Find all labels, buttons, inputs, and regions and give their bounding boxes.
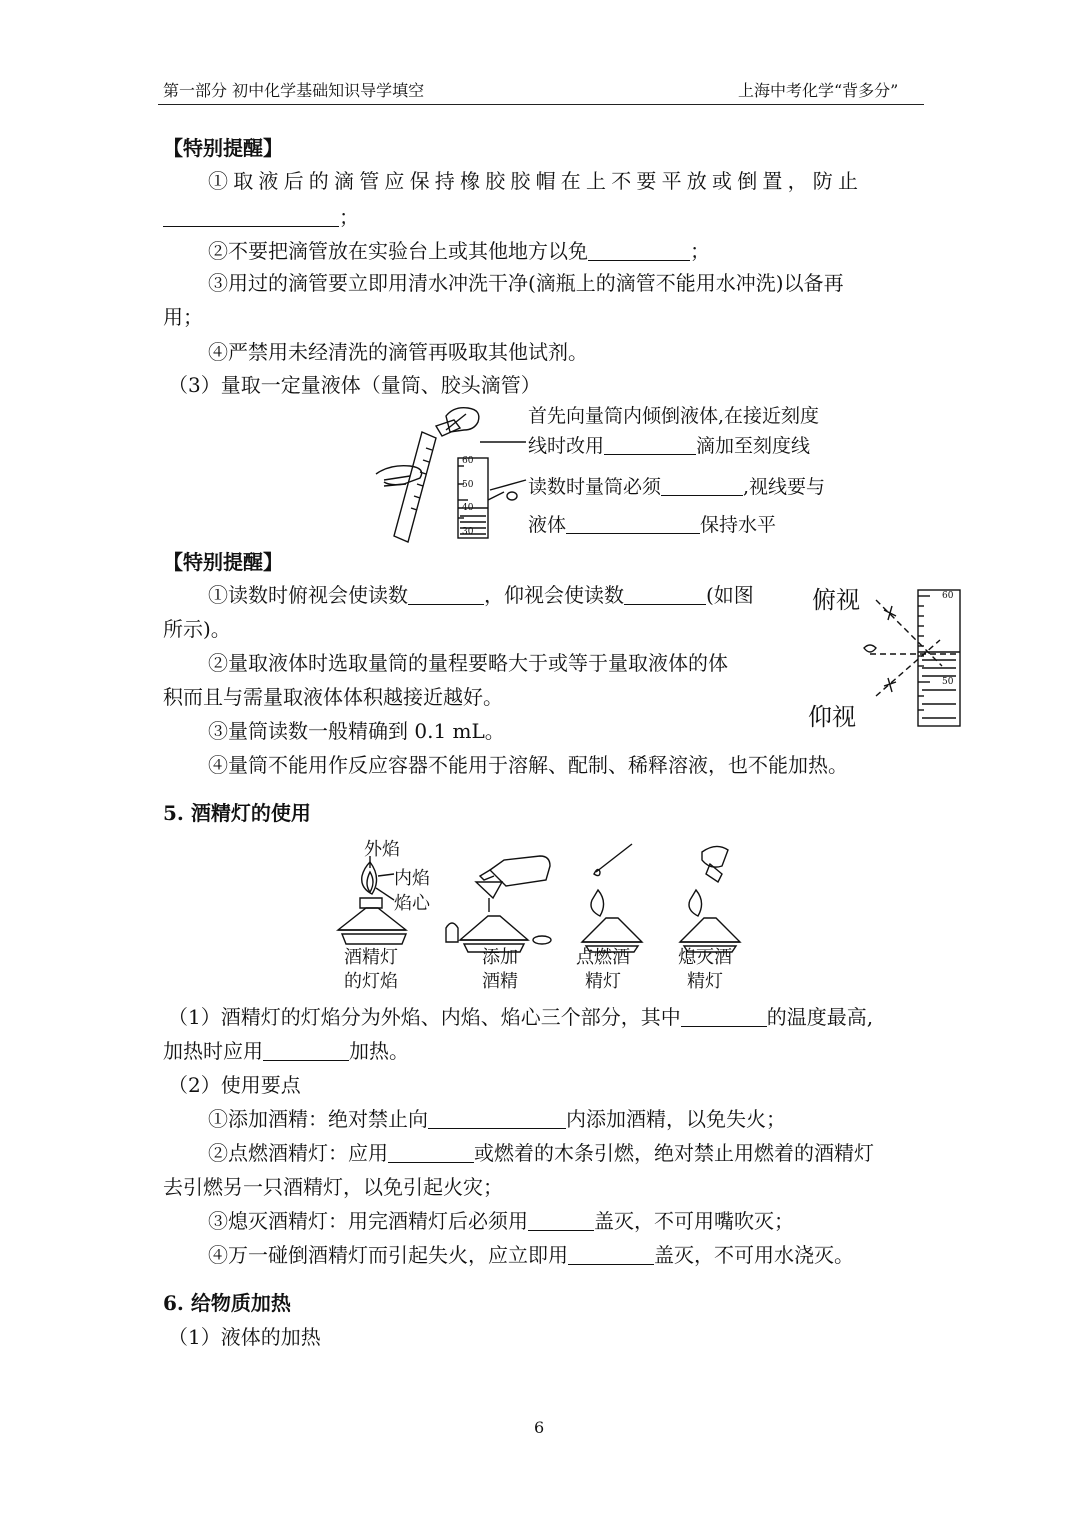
header-right: 上海中考化学“背多分” (738, 81, 899, 100)
lamp-q1: （1）酒精灯的灯焰分为外焰、内焰、焰心三个部分，其中 的温度最高, (168, 1005, 874, 1029)
reading-angle-diagram (860, 586, 970, 728)
fig-label-top: 俯视 (812, 586, 860, 614)
blank[interactable] (568, 1244, 654, 1265)
note2-item3: ③量筒读数一般精确到 0.1 mL。 (208, 719, 505, 743)
lamp-q2-2-cont: 去引燃另一只酒精灯，以免引起火灾； (163, 1175, 503, 1199)
blank[interactable] (528, 1210, 594, 1231)
blank[interactable] (624, 584, 706, 605)
lamp-caption-3: 点燃酒 精灯 (576, 947, 630, 992)
blank[interactable] (588, 240, 690, 261)
hand-holding (376, 466, 422, 485)
section5-title: 5. 酒精灯的使用 (163, 801, 311, 825)
alcohol-lamp-illustrations (330, 842, 770, 954)
lamp-caption-1: 酒精灯 的灯焰 (344, 947, 398, 992)
blank[interactable] (604, 434, 696, 455)
header-left: 第一部分 初中化学基础知识导学填空 (163, 81, 425, 100)
fig-label-bottom: 仰视 (808, 703, 856, 731)
measure-line3: 读数时量筒必须 ,视线要与 (528, 476, 826, 498)
wick-cap (533, 936, 551, 944)
lamp-caption-4: 熄灭酒 精灯 (678, 947, 732, 992)
measure-line1: 首先向量筒内倾倒液体,在接近刻度 (528, 405, 820, 427)
callout-leaders (470, 410, 530, 530)
cyl-label-50: 50 (462, 480, 474, 490)
blank[interactable] (681, 1006, 767, 1027)
funnel (476, 882, 502, 898)
lamp-caption-2: 添加 酒精 (482, 947, 518, 992)
note1-item3-cont: 用； (163, 305, 203, 329)
blank[interactable] (566, 513, 700, 534)
note2-item1: ①读数时俯视会使读数 ，仰视会使读数 (如图 (208, 583, 754, 607)
measure-line2: 线时改用 滴加至刻度线 (528, 435, 811, 457)
blank[interactable] (388, 1142, 474, 1163)
lamp-adding-alcohol (460, 856, 551, 952)
cyl-label-40: 40 (462, 503, 474, 513)
note2-item1-cont: 所示)。 (163, 617, 231, 641)
lamp-q2-3: ③熄灭酒精灯：用完酒精灯后必须用 盖灭，不可用嘴吹灭； (208, 1209, 794, 1233)
note1-item3: ③用过的滴管要立即用清水冲洗干净(滴瓶上的滴管不能用水冲洗)以备再 (208, 271, 844, 295)
note1-item1-cont: ； (163, 202, 359, 232)
measure-title: （3）量取一定量液体（量筒、胶头滴管） (168, 373, 541, 397)
lamp-q2: （2）使用要点 (168, 1073, 301, 1097)
cyl-label-30: 30 (462, 527, 474, 537)
blank[interactable] (408, 584, 484, 605)
lamp-q2-1: ①添加酒精：绝对禁止向 内添加酒精，以免失火； (208, 1107, 786, 1131)
header-divider (158, 104, 924, 105)
lamp-q2-2: ②点燃酒精灯：应用 或燃着的木条引燃，绝对禁止用燃着的酒精灯 (208, 1141, 874, 1165)
page-number: 6 (534, 1418, 545, 1437)
cylinder (918, 590, 960, 726)
note2-item2: ②量取液体时选取量筒的量程要略大于或等于量取液体的体 (208, 651, 728, 675)
section6-title: 6. 给物质加热 (163, 1291, 291, 1315)
blank[interactable] (428, 1108, 566, 1129)
note2-title: 【特别提醒】 (163, 550, 283, 574)
note1-item4: ④严禁用未经清洗的滴管再吸取其他试剂。 (208, 340, 588, 364)
note1-item2: ②不要把滴管放在实验台上或其他地方以免 ； (208, 239, 710, 263)
note1-item1: ①取液后的滴管应保持橡胶胶帽在上不要平放或倒置，防止 (208, 169, 864, 193)
note2-item4: ④量筒不能用作反应容器不能用于溶解、配制、稀释溶液，也不能加热。 (208, 753, 848, 777)
lamp-extinguishing (680, 846, 740, 952)
lamp-flame-structure (338, 856, 406, 944)
note1-title: 【特别提醒】 (163, 136, 283, 160)
note2-item2-cont: 积而且与需量取液体体积越接近越好。 (163, 685, 503, 709)
fig-tick-50: 50 (942, 677, 954, 687)
lamp-q1-cont: 加热时应用 加热。 (163, 1039, 409, 1063)
flame-core-label: 焰心 (394, 893, 430, 914)
flame-inner-label: 内焰 (394, 868, 430, 889)
lamp-q2-4: ④万一碰倒酒精灯而引起失火，应立即用 盖灭，不可用水浇灭。 (208, 1243, 854, 1267)
blank[interactable] (263, 1040, 349, 1061)
blank[interactable] (661, 475, 743, 496)
lamp-cap (446, 923, 458, 942)
flame-outer-label: 外焰 (364, 839, 400, 860)
fig-tick-60: 60 (942, 591, 954, 601)
cyl-label-60: 60 (462, 456, 474, 466)
lamp-lighting (582, 844, 642, 952)
blank[interactable] (163, 206, 339, 227)
eye-icon (864, 645, 876, 652)
measure-line4: 液体 保持水平 (528, 514, 777, 536)
heat-q1: （1）液体的加热 (168, 1325, 321, 1349)
